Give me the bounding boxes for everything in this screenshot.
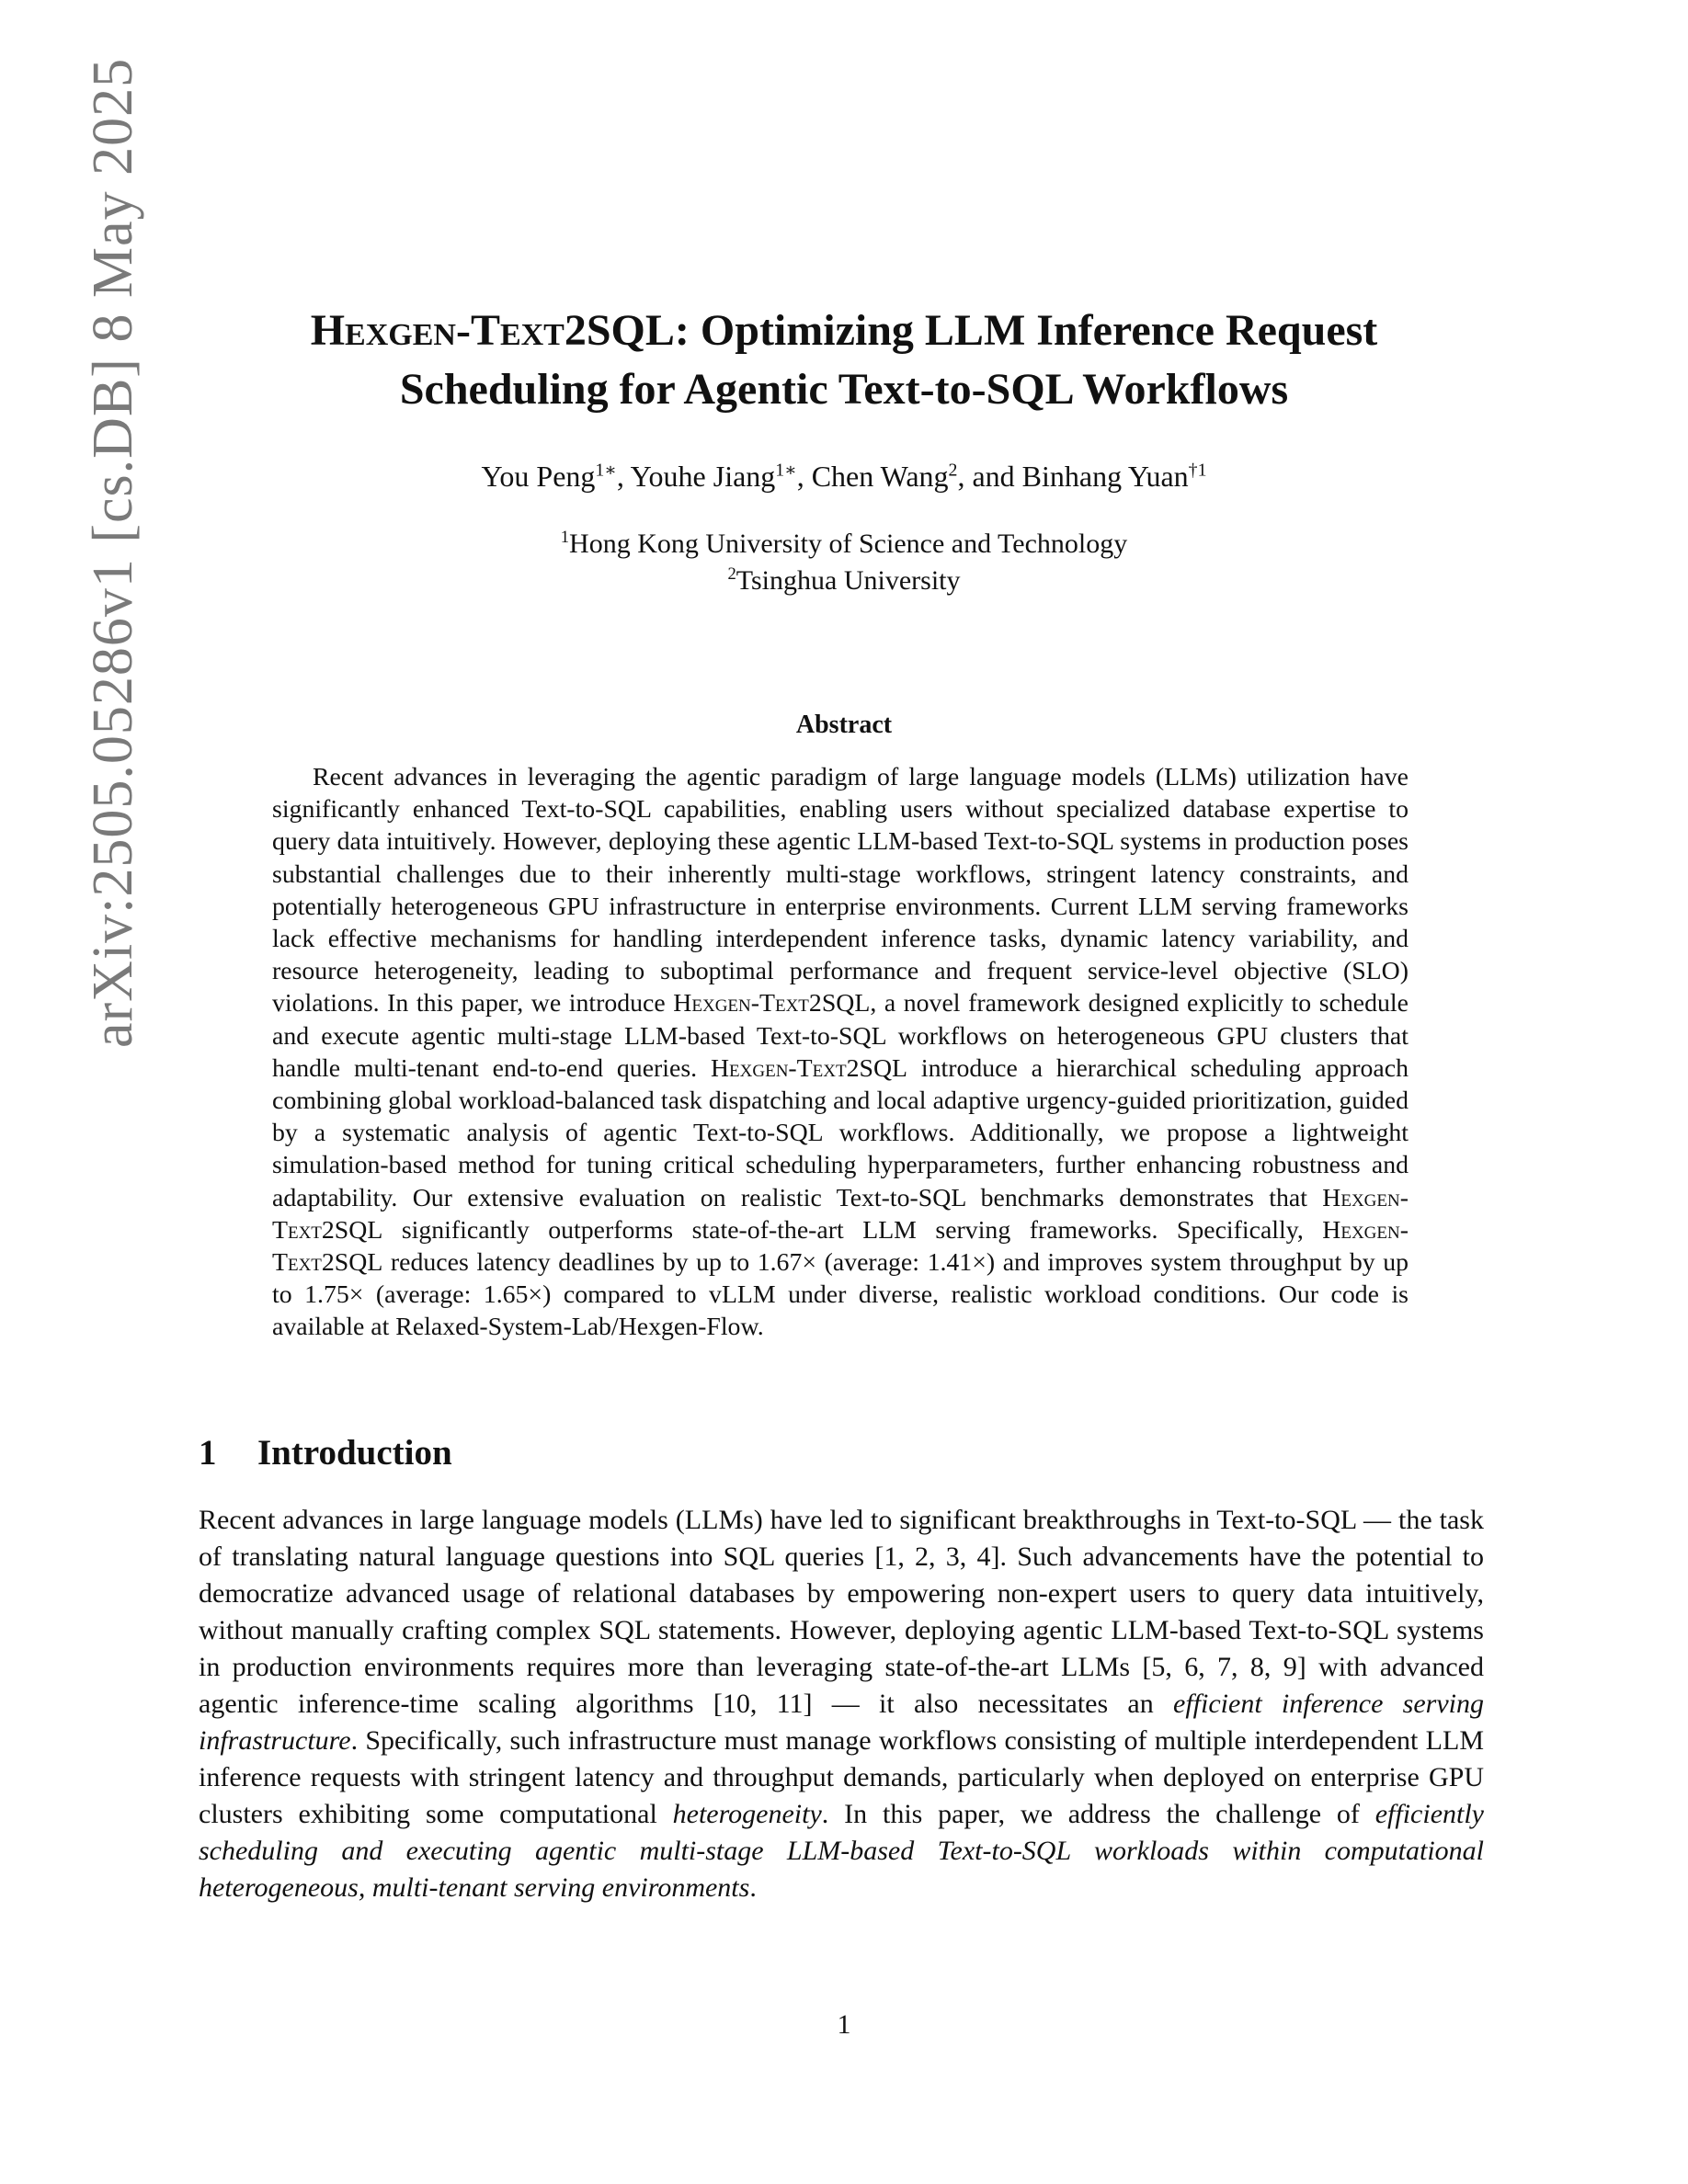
title-line1-rest: : Optimizing LLM Inference Request [674,306,1378,355]
system-name: Hexgen-Text2SQL [272,1183,1409,1245]
author-mark: 1∗ [595,460,617,481]
body-text: . [749,1872,757,1903]
body-text: . In this paper, we address the challenge of [821,1799,1375,1829]
affiliation-mark: 2 [727,564,736,584]
abstract-heading: Abstract [795,711,893,739]
system-name: Hexgen-Text2SQL [272,1215,1409,1278]
emphasis-text: heterogeneity [672,1799,822,1829]
affiliation [0,526,1688,563]
author-list [0,458,1688,495]
paper-title [0,301,1688,419]
body-text: Recent advances in large language models (LLMs) have led to significant breakthroughs in Text-to-SQL — the task of translating natural language questions into SQL queries [1, 2, 3, 4]. Such advancements have the potential to democratize advanced usage of relational databases by empowering non-expert users to query data intuitively, without manually crafting complex SQL statements. However, deploying agentic LLM-based Text-to-SQL systems in production environments requires more than leveraging state-of-the-art LLMs [5, 6, 7, 8, 9] with advanced agentic inference-time scaling algorithms [10, 11] — it also necessitates an [199,1505,1484,1719]
affiliation-mark: 1 [560,528,570,547]
title-line2: Scheduling for Agentic Text-to-SQL Workflows [399,365,1289,414]
author-mark: 2 [948,460,958,481]
author-name: Binhang Yuan [1021,460,1189,493]
section-title: Introduction [257,1433,452,1473]
page-number: 1 [837,2009,851,2040]
author-and: , and [957,460,1022,493]
body-text: . Specifically, such infrastructure must manage workflows consisting of multiple interdependent LLM inference requests with stringent latency and throughput demands, particularly when deployed on enterprise GPU clusters exhibiting some computational [199,1725,1484,1829]
emphasis-text: efficiently scheduling and executing agentic multi-stage LLM-based Text-to-SQL workloads within computational heterogeneous, multi-tenant serving environments [199,1799,1484,1903]
author-mark: 1∗ [775,460,797,481]
author-name: You Peng [481,460,596,493]
title-system-name-part2: Text2SQL [470,306,675,355]
title-separator: - [455,306,471,355]
affiliation [0,563,1688,599]
abstract-text: significantly outperforms state-of-the-art LLM serving frameworks. Specifically, [382,1215,1323,1245]
arxiv-identifier: arXiv:2505.05286v1 [cs.DB] 8 May 2025 [82,57,144,1048]
affiliation-name: Tsinghua University [736,565,961,596]
affiliation-name: Hong Kong University of Science and Technology [569,529,1128,559]
section-number: 1 [199,1433,217,1473]
title-system-name-part1: Hexgen [310,306,456,355]
author-name: Youhe Jiang [630,460,776,493]
author-separator: , [616,460,631,493]
abstract-text: reduces latency deadlines by up to 1.67× (average: 1.41×) and improves system throughput by up to 1.75× (average: 1.65×) compared to vLLM under diverse, realistic workload conditions. Our code is available at Relaxed-System-Lab/Hexgen-Flow. [272,1248,1409,1342]
author-mark: †1 [1188,460,1207,481]
abstract-text: , a novel framework designed explicitly to schedule and execute agentic multi-stage LLM-based Text-to-SQL workflows on heterogeneous GPU clusters that handle multi-tenant end-to-end queries. [272,989,1409,1083]
affiliations [0,526,1688,599]
author-separator: , [796,460,812,493]
abstract-text: introduce a hierarchical scheduling approach combining global workload-balanced task dispatching and local adaptive urgency-guided prioritization, guided by a systematic analysis of agentic Text-to-SQL workflows. Additionally, we propose a lightweight simulation-based method for tuning critical scheduling hyperparameters, further enhancing robustness and adaptability. Our extensive evaluation on realistic Text-to-SQL benchmarks demonstrates that [272,1053,1409,1212]
emphasis-text: efficient inference serving infrastructure [199,1689,1484,1756]
section-heading-introduction [199,1432,452,1473]
author-name: Chen Wang [811,460,949,493]
introduction-paragraph [199,1502,1484,1906]
system-name: Hexgen-Text2SQL [673,989,871,1018]
abstract-text: Recent advances in leveraging the agentic paradigm of large language models (LLMs) utilization have significantly enhanced Text-to-SQL capabilities, enabling users without specialized database expertise to query data intuitively. However, deploying these agentic LLM-based Text-to-SQL systems in production poses substantial challenges due to their inherently multi-stage workflows, stringent latency constraints, and potentially heterogeneous GPU infrastructure in enterprise environments. Current LLM serving frameworks lack effective mechanisms for handling interdependent inference tasks, dynamic latency variability, and resource heterogeneity, leading to suboptimal performance and frequent service-level objective (SLO) violations. In this paper, we introduce [272,763,1409,1018]
abstract-body [272,761,1409,1344]
system-name: Hexgen-Text2SQL [710,1053,907,1083]
